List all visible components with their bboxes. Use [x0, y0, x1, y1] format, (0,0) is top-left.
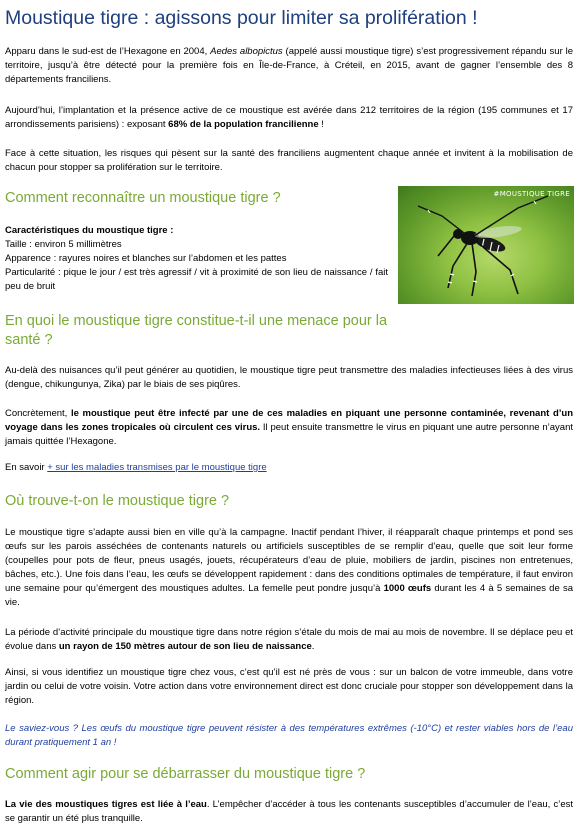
location-paragraph-1: Le moustique tigre s’adapte aussi bien en ville qu’à la campagne. Inactif pendant l’hiver, il réapparaît chaque printemps et pond ses œufs sur les parois asséchées de contenants naturels ou artificiels susceptibles de se remplir d’eau, quelle que soit leur forme (coupelles pour pots de fleur, pneus usagés, jouets, récupérateurs d’eau de pluie, mobiliers de jardin, piscines non entretenues, bâches, etc.). Une fois dans l’eau, les œufs se développent rapidement : dans des conditions optimales de température, il faut environ une semaine pour qu’émergent des moustiques adultes. La femelle peut pondre jusqu’à 1000 œufs durant les 4 à 5 semaines de sa vie.: [5, 527, 573, 608]
action-paragraph-1: La vie des moustiques tigres est liée à l’eau. L’empêcher d’accéder à tous les contenants susceptibles d’accumuler de l’eau, c’est se garantir un été plus tranquille.: [5, 799, 573, 824]
mosquito-illustration: [398, 186, 574, 304]
species-name: Aedes albopictus: [210, 46, 283, 57]
threat-paragraph-2: Concrètement, le moustique peut être infecté par une de ces maladies en piquant une personne contaminée, revenant d’un voyage dans les zones tropicales où circulent ces virus. Il peut ensuite transmettre le virus en piquant une autre personne n’ayant jamais quittée l’Hexagone.: [5, 408, 573, 447]
learn-more-line: En savoir + sur les maladies transmises par le moustique tigre: [5, 462, 267, 473]
location-paragraph-2: La période d’activité principale du moustique tigre dans notre région s’étale du mois de mai au mois de novembre. Il se déplace peu et évolue dans un rayon de 150 mètres autour de son lieu de naissance.: [5, 627, 573, 652]
location-paragraph-3: Ainsi, si vous identifiez un moustique tigre chez vous, c’est qu’il est né près de vous : sur un balcon de votre immeuble, dans votre jardin ou celui de votre voisin. Votre action dans votre environnement direct est donc cruciale pour stopper son développement dans la région.: [5, 667, 573, 706]
intro-paragraph-1: Apparu dans le sud-est de l’Hexagone en 2004, Aedes albopictus (appelé aussi moustique tigre) s’est progressivement répandu sur le territoire, jusqu’à être détecté pour la première fois en Île-de-France, à Créteil, en 2015, avant de gagner l’ensemble des 8 départements franciliens.: [5, 46, 573, 85]
mosquito-photo: [398, 186, 574, 304]
features-block: Caractéristiques du moustique tigre : Taille : environ 5 millimètres Apparence : rayures noires et blanches sur l’abdomen et les pattes Particularité : pique le jour / est très agressif / vit à proximité de son lieu de naissance / fait peu de bruit: [5, 225, 388, 292]
did-you-know: Le saviez-vous ? Les œufs du moustique tigre peuvent résister à des températures extrêmes (-10°C) et rester viables hors de l’eau durant pratiquement 1 an !: [5, 723, 573, 748]
section-heading-threat: En quoi le moustique tigre constitue-t-il une menace pour la santé ?: [5, 313, 388, 348]
threat-paragraph-1: Au-delà des nuisances qu’il peut générer au quotidien, le moustique tigre peut transmettre des maladies infectieuses liées à des virus (dengue, chikungunya, Zika) par le biais de ses piqûres.: [5, 365, 573, 390]
features-title: Caractéristiques du moustique tigre :: [5, 225, 174, 236]
section-heading-action: Comment agir pour se débarrasser du moustique tigre ?: [5, 766, 366, 782]
section-heading-location: Où trouve-t-on le moustique tigre ?: [5, 493, 230, 509]
page-title: Moustique tigre : agissons pour limiter sa prolifération !: [5, 7, 478, 29]
photo-hashtag: #MOUSTIQUE TIGRE: [493, 190, 570, 198]
section-heading-recognize: Comment reconnaître un moustique tigre ?: [5, 190, 281, 206]
intro-paragraph-2: Aujourd’hui, l’implantation et la présence active de ce moustique est avérée dans 212 territoires de la région (195 communes et 17 arrondissements parisiens) : exposant 68% de la population francilienne !: [5, 105, 573, 130]
diseases-link[interactable]: + sur les maladies transmises par le moustique tigre: [47, 462, 267, 473]
intro-paragraph-3: Face à cette situation, les risques qui pèsent sur la santé des franciliens augmentent chaque année et invitent à la mobilisation de chacun pour stopper sa prolifération sur le territoire.: [5, 148, 573, 173]
